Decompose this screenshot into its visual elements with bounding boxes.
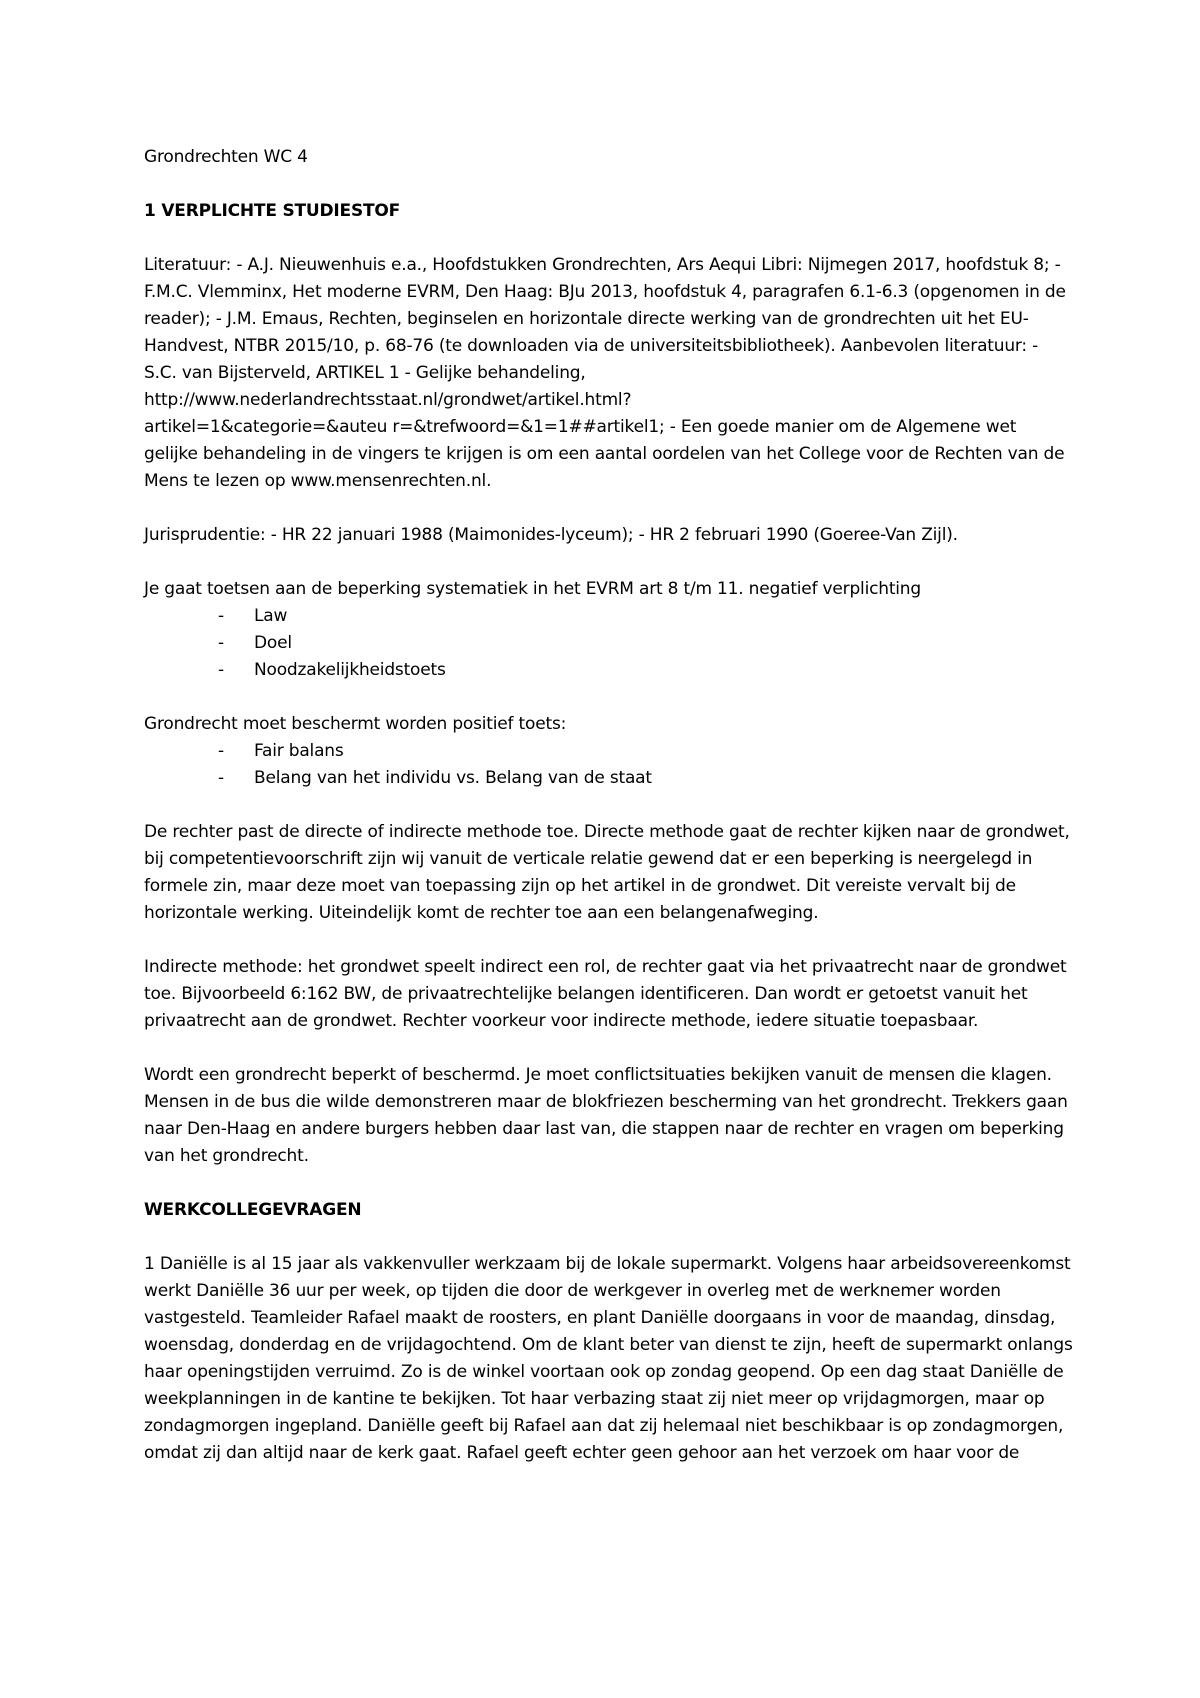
spacer xyxy=(144,171,1074,198)
list-item xyxy=(144,630,1074,657)
dash-bullet: - xyxy=(218,633,224,653)
positive-test-intro: Grondrecht moet beschermt worden positief toets: xyxy=(144,714,567,734)
literature-paragraph: Literatuur: - A.J. Nieuwenhuis e.a., Hoofdstukken Grondrechten, Ars Aequi Libri: Nijmegen 2017, hoofdstuk 8; - F.M.C. Vlemminx, Het moderne EVRM, Den Haag: BJu 2013, hoofdstuk 4, paragrafen 6.1-6.3 (opgenomen in de reader); - J.M. Emaus, Rechten, beginselen en horizontale directe werking van de grondrechten uit het EU-Handvest, NTBR 2015/10, p. 68-76 (te downloaden via de universiteitsbibliotheek). Aanbevolen literatuur: - S.C. van Bijsterveld, ARTIKEL 1 - Gelijke behandeling, http://www.nederlandrechtsstaat.nl/grondwet/artikel.html? xyxy=(144,255,1066,410)
test-criteria-list xyxy=(144,603,1074,684)
list-item xyxy=(144,765,1074,792)
list-item-text: Fair balans xyxy=(254,741,344,761)
conflict-paragraph: Wordt een grondrecht beperkt of beschermd. Je moet conflictsituaties bekijken vanuit de mensen die klagen. Mensen in de bus die wilde demonstreren maar de blokfriezen bescherming van het grondrecht. Trekkers gaan naar Den-Haag en andere burgers hebben daar last van, die stappen naar de rechter en vragen om beperking van het grondrecht. xyxy=(144,1065,1068,1166)
spacer xyxy=(144,684,1074,711)
spacer xyxy=(144,1035,1074,1062)
list-item-text: Belang van het individu vs. Belang van de staat xyxy=(254,768,652,788)
document-title: Grondrechten WC 4 xyxy=(144,147,308,167)
section-heading-werkcollegevragen: WERKCOLLEGEVRAGEN xyxy=(144,1200,362,1220)
dash-bullet: - xyxy=(218,660,224,680)
indirect-method-paragraph: Indirecte methode: het grondwet speelt indirect een rol, de rechter gaat via het privaatrecht naar de grondwet toe. Bijvoorbeeld 6:162 BW, de privaatrechtelijke belangen identificeren. Dan wordt er getoetst vanuit het privaatrecht aan de grondwet. Rechter voorkeur voor indirecte methode, iedere situatie toepasbaar. xyxy=(144,957,1067,1031)
list-item xyxy=(144,738,1074,765)
spacer xyxy=(144,495,1074,522)
spacer xyxy=(144,1170,1074,1197)
list-item-text: Doel xyxy=(254,633,292,653)
positive-test-list xyxy=(144,738,1074,792)
list-item-text: Law xyxy=(254,606,288,626)
spacer xyxy=(144,792,1074,819)
direct-method-paragraph: De rechter past de directe of indirecte methode toe. Directe methode gaat de rechter kijken naar de grondwet, bij competentievoorschrift zijn wij vanuit de verticale relatie gewend dat er een beperking is neergelegd in formele zin, maar deze moet van toepassing zijn op het artikel in de grondwet. Dit vereiste vervalt bij de horizontale werking. Uiteindelijk komt de rechter toe aan een belangenafweging. xyxy=(144,822,1070,923)
dash-bullet: - xyxy=(218,606,224,626)
jurisprudence-paragraph: Jurisprudentie: - HR 22 januari 1988 (Maimonides-lyceum); - HR 2 februari 1990 (Goeree-Van Zijl). xyxy=(144,525,958,545)
spacer xyxy=(144,225,1074,252)
test-intro: Je gaat toetsen aan de beperking systematiek in het EVRM art 8 t/m 11. negatief verplichting xyxy=(144,579,921,599)
list-item xyxy=(144,603,1074,630)
question-1-paragraph: 1 Daniëlle is al 15 jaar als vakkenvuller werkzaam bij de lokale supermarkt. Volgens haar arbeidsovereenkomst werkt Daniëlle 36 uur per week, op tijden die door de werkgever in overleg met de werknemer worden vastgesteld. Teamleider Rafael maakt de roosters, en plant Daniëlle doorgaans in voor de maandag, dinsdag, woensdag, donderdag en de vrijdagochtend. Om de klant beter van dienst te zijn, heeft de supermarkt onlangs haar openingstijden verruimd. Zo is de winkel voortaan ook op zondag geopend. Op een dag staat Daniëlle de weekplanningen in de kantine te bekijken. Tot haar verbazing staat zij niet meer op vrijdagmorgen, maar op zondagmorgen ingepland. Daniëlle geeft bij Rafael aan dat zij helemaal niet beschikbaar is op zondagmorgen, omdat zij dan altijd naar de kerk gaat. Rafael geeft echter geen gehoor aan het verzoek om haar voor de xyxy=(144,1254,1073,1463)
section-heading-studiestof: 1 VERPLICHTE STUDIESTOF xyxy=(144,201,401,221)
list-item xyxy=(144,657,1074,684)
list-item-text: Noodzakelijkheidstoets xyxy=(254,660,446,680)
spacer xyxy=(144,927,1074,954)
literature-paragraph-continued: artikel=1&categorie=&auteu r=&trefwoord=&1=1##artikel1; - Een goede manier om de Algemene wet gelijke behandeling in de vingers te krijgen is om een aantal oordelen van het College voor de Rechten van de Mens te lezen op www.mensenrechten.nl. xyxy=(144,417,1065,491)
dash-bullet: - xyxy=(218,741,224,761)
spacer xyxy=(144,1224,1074,1251)
dash-bullet: - xyxy=(218,768,224,788)
spacer xyxy=(144,549,1074,576)
document-page xyxy=(144,144,1074,1467)
